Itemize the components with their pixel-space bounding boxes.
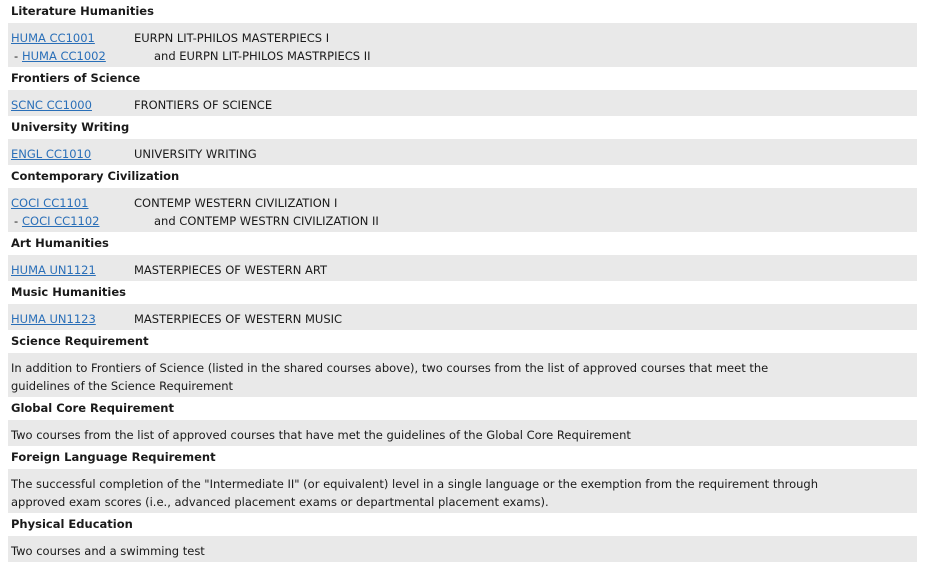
section-title-contemporary-civilization: Contemporary Civilization	[11, 169, 180, 183]
course-titles	[134, 90, 272, 114]
course-titles	[134, 255, 327, 279]
requirement-row-physical-education	[8, 535, 917, 562]
course-link-huma-un1123[interactable]: HUMA UN1123	[11, 312, 96, 326]
course-title: FRONTIERS OF SCIENCE	[134, 98, 273, 112]
section-title-global-core-requirement: Global Core Requirement	[11, 401, 174, 415]
course-codes	[8, 255, 134, 279]
section-title-foreign-language-requirement: Foreign Language Requirement	[11, 450, 216, 464]
section-title-music-humanities: Music Humanities	[11, 285, 127, 299]
course-link-huma-cc1002[interactable]: HUMA CC1002	[21, 49, 106, 63]
course-title: and CONTEMP WESTRN CIVILIZATION II	[154, 214, 379, 228]
course-titles	[134, 139, 257, 163]
course-titles	[134, 304, 342, 328]
requirement-description: Two courses from the list of approved courses that have met the guidelines of the Global Core Requirement	[11, 428, 631, 442]
requirement-row-science	[8, 352, 917, 397]
course-codes	[8, 90, 134, 114]
section-title-science-requirement: Science Requirement	[11, 334, 149, 348]
section-title-physical-education: Physical Education	[11, 517, 133, 531]
course-titles	[134, 23, 371, 65]
dash-separator: -	[14, 214, 19, 228]
course-codes	[8, 304, 134, 328]
course-title: UNIVERSITY WRITING	[134, 147, 257, 161]
course-link-coci-cc1101[interactable]: COCI CC1101	[11, 196, 89, 210]
requirement-row-foreign-language	[8, 468, 917, 513]
section-title-art-humanities: Art Humanities	[11, 236, 109, 250]
course-link-scnc-cc1000[interactable]: SCNC CC1000	[11, 98, 92, 112]
requirement-description: In addition to Frontiers of Science (listed in the shared courses above), two courses from the list of approved courses that meet the guidelines of the Science Requirement	[11, 361, 769, 393]
dash-separator: -	[14, 49, 19, 63]
course-title: MASTERPIECES OF WESTERN MUSIC	[134, 312, 343, 326]
section-title-frontiers-of-science: Frontiers of Science	[11, 71, 141, 85]
course-codes	[8, 139, 134, 163]
course-link-coci-cc1102[interactable]: COCI CC1102	[21, 214, 100, 228]
course-titles	[134, 188, 379, 230]
course-codes	[8, 23, 134, 65]
course-title: CONTEMP WESTERN CIVILIZATION I	[134, 196, 338, 210]
course-link-huma-cc1001[interactable]: HUMA CC1001	[11, 31, 95, 45]
course-row-literature-humanities	[8, 22, 917, 67]
course-codes	[8, 188, 134, 230]
course-row-university-writing	[8, 138, 917, 165]
requirement-row-global-core	[8, 419, 917, 446]
course-title: MASTERPIECES OF WESTERN ART	[134, 263, 328, 277]
section-title-university-writing: University Writing	[11, 120, 130, 134]
course-link-huma-un1121[interactable]: HUMA UN1121	[11, 263, 96, 277]
requirement-description: The successful completion of the "Intermediate II" (or equivalent) level in a single language or the exemption from the requirement through approved exam scores (i.e., advanced placement exams or departmental placement exams).	[11, 477, 819, 509]
course-row-art-humanities	[8, 254, 917, 281]
requirement-description: Two courses and a swimming test	[11, 544, 205, 558]
course-row-music-humanities	[8, 303, 917, 330]
course-row-frontiers-of-science	[8, 89, 917, 116]
course-row-contemporary-civilization	[8, 187, 917, 232]
course-link-engl-cc1010[interactable]: ENGL CC1010	[11, 147, 92, 161]
course-title: and EURPN LIT-PHILOS MASTRPIECS II	[154, 49, 371, 63]
course-title: EURPN LIT-PHILOS MASTERPIECS I	[134, 31, 330, 45]
section-title-literature-humanities: Literature Humanities	[11, 4, 154, 18]
